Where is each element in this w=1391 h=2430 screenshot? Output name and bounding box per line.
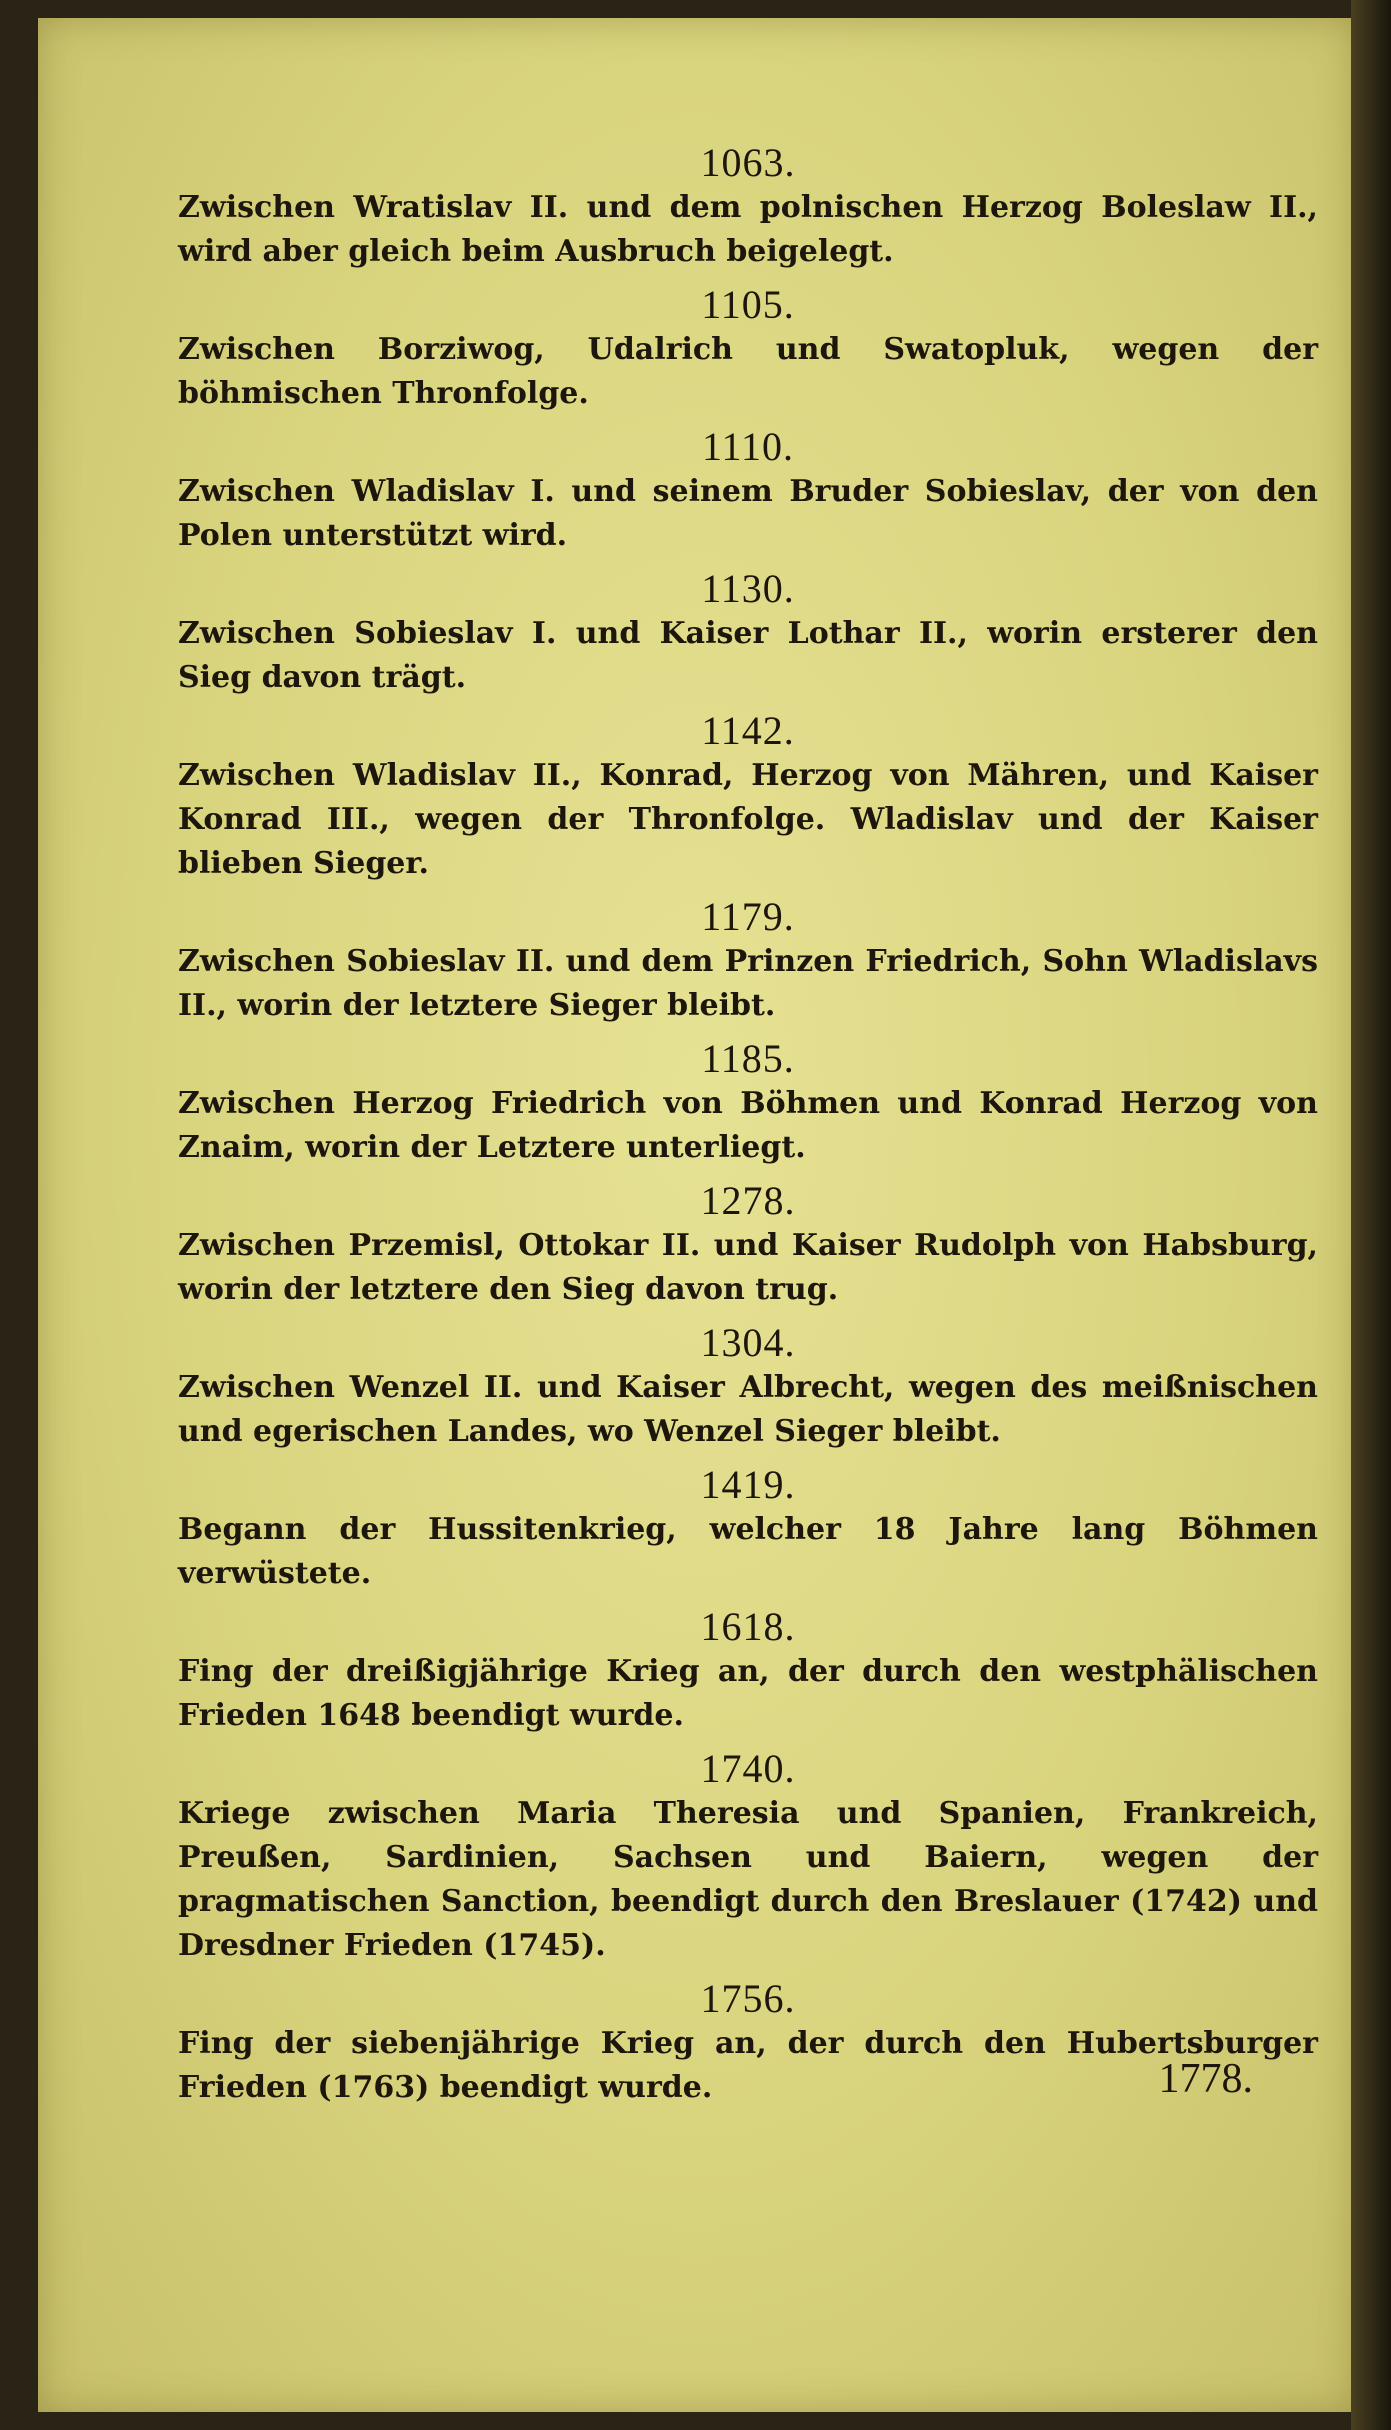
- entry-text: Zwischen Wladislav I. und seinem Bruder Sobieslav, der von den Polen unterstützt wird.: [178, 474, 1318, 553]
- year-heading: 1142.: [701, 708, 795, 753]
- entry-text: Begann der Hussitenkrieg, welcher 18 Jahre lang Böhmen verwüstete.: [178, 1512, 1318, 1591]
- entry-text: Zwischen Wratislav II. und dem polnischen Herzog Boleslaw II., wird aber gleich beim Ausbruch beigelegt.: [178, 190, 1318, 269]
- year-heading: 1185.: [701, 1036, 795, 1081]
- entry-text: Zwischen Wladislav II., Konrad, Herzog von Mähren, und Kaiser Konrad III., wegen der Thronfolge. Wladislav und der Kaiser blieben Sieger.: [178, 758, 1318, 881]
- year-heading: 1063.: [700, 140, 796, 185]
- year-heading: 1105.: [701, 282, 795, 327]
- page-edge: [1351, 0, 1391, 2430]
- entry-text: Fing der dreißigjährige Krieg an, der durch den westphälischen Frieden 1648 beendigt wurde.: [178, 1654, 1318, 1733]
- year-heading: 1179.: [701, 894, 795, 939]
- year-heading: 1419.: [700, 1462, 796, 1507]
- entry-text: Fing der siebenjährige Krieg an, der durch den Hubertsburger Frieden (1763) beendigt wurde.: [178, 2026, 1318, 2105]
- entry-text: Zwischen Sobieslav I. und Kaiser Lothar II., worin ersterer den Sieg davon trägt.: [178, 616, 1318, 695]
- year-heading: 1110.: [701, 424, 795, 469]
- page-content: [178, 140, 1318, 2118]
- entry-text: Zwischen Herzog Friedrich von Böhmen und Konrad Herzog von Znaim, worin der Letztere unterliegt.: [178, 1086, 1318, 1165]
- year-heading: 1130.: [701, 566, 795, 611]
- year-heading: 1618.: [700, 1604, 796, 1649]
- entry-text: Zwischen Przemisl, Ottokar II. und Kaiser Rudolph von Habsburg, worin der letztere den Sieg davon trug.: [178, 1228, 1318, 1307]
- year-heading: 1278.: [700, 1178, 796, 1223]
- entry-text: Zwischen Borziwog, Udalrich und Swatopluk, wegen der böhmischen Thronfolge.: [178, 332, 1318, 411]
- catchword: 1778.: [1158, 2056, 1253, 2102]
- year-heading: 1756.: [700, 1976, 796, 2021]
- entry-text: Zwischen Sobieslav II. und dem Prinzen Friedrich, Sohn Wladislavs II., worin der letztere Sieger bleibt.: [178, 944, 1318, 1023]
- year-heading: 1740.: [700, 1746, 796, 1791]
- year-heading: 1304.: [700, 1320, 796, 1365]
- entry-text: Kriege zwischen Maria Theresia und Spanien, Frankreich, Preußen, Sardinien, Sachsen und Baiern, wegen der pragmatischen Sanction, beendigt durch den Breslauer (1742) und Dresdner Frieden (1745).: [178, 1796, 1318, 1963]
- entry-text: Zwischen Wenzel II. und Kaiser Albrecht, wegen des meißnischen und egerischen Landes, wo Wenzel Sieger bleibt.: [178, 1370, 1318, 1449]
